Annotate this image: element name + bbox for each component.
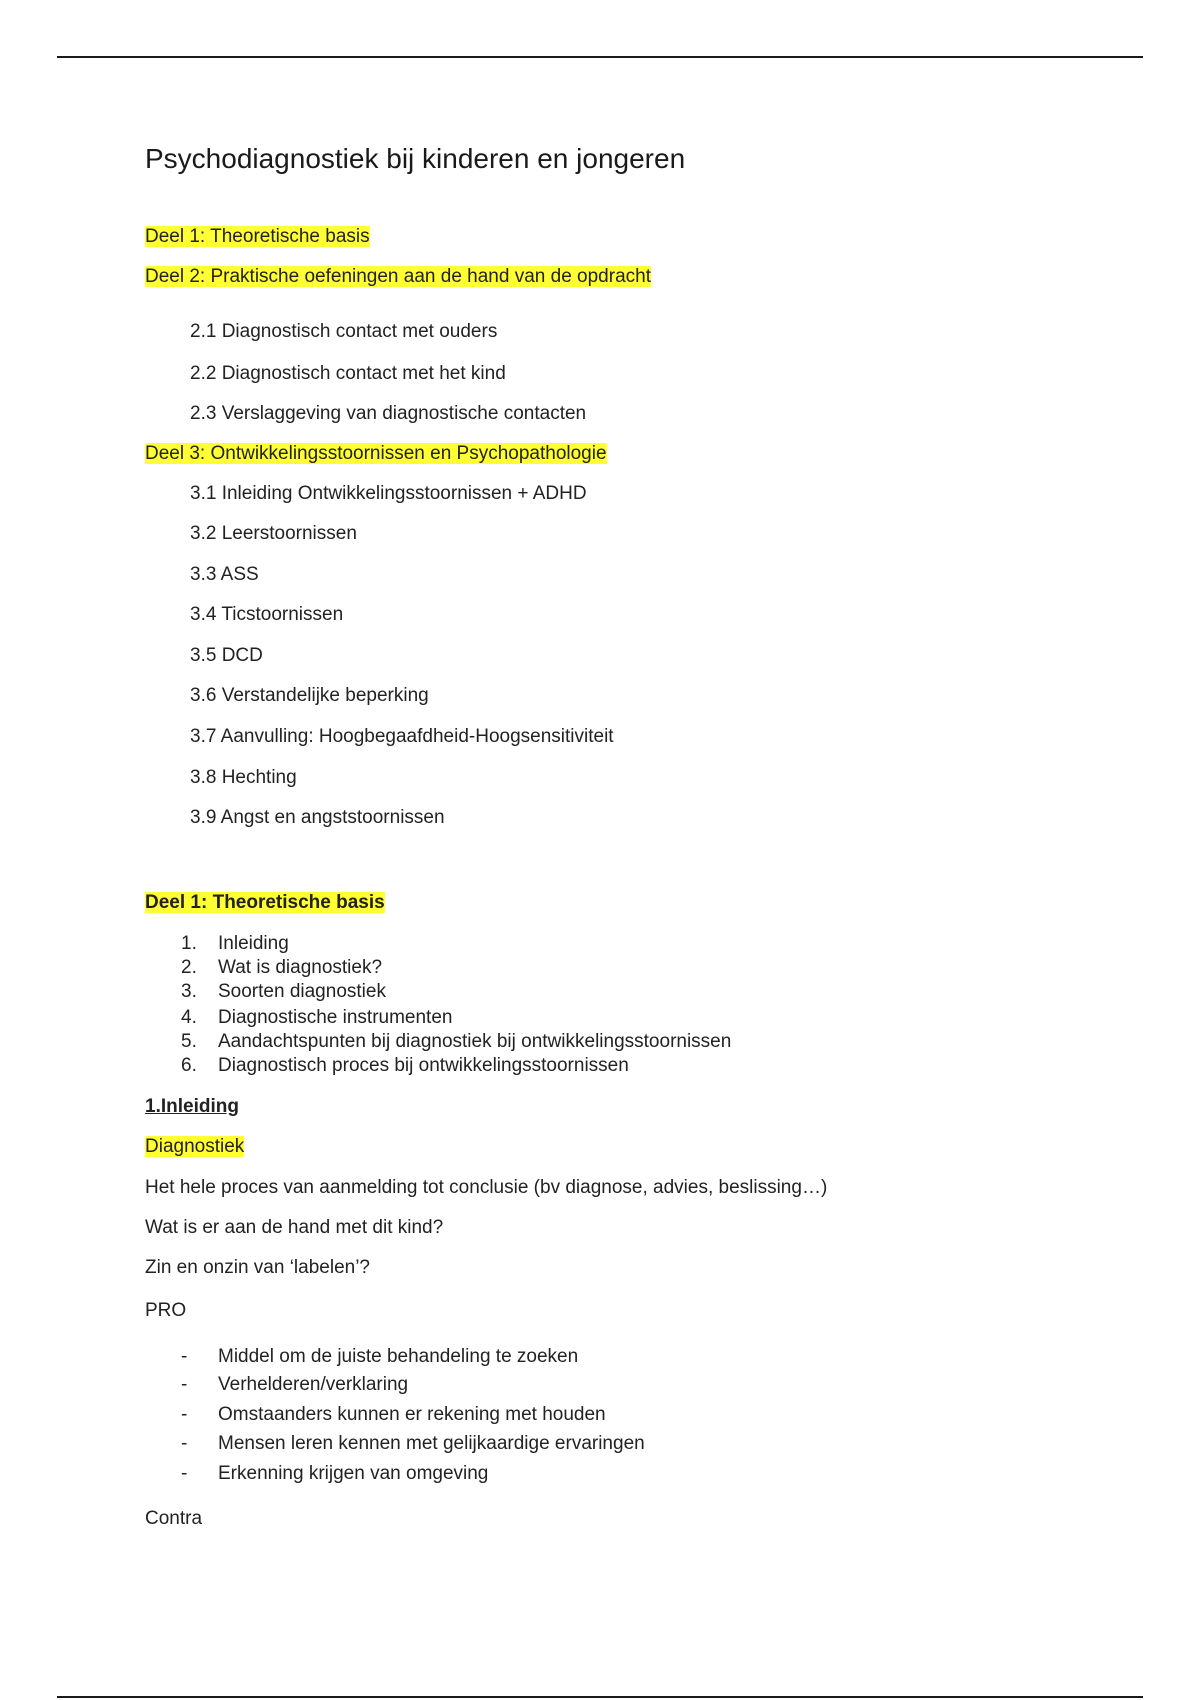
toc-item: 3.2 Leerstoornissen bbox=[190, 523, 357, 544]
dash-bullet: - bbox=[181, 1463, 188, 1484]
term-label: Diagnostiek bbox=[145, 1136, 245, 1157]
list-number: 4. bbox=[181, 1007, 197, 1028]
list-item bbox=[181, 1006, 452, 1030]
pro-item bbox=[181, 1462, 488, 1486]
list-number: 2. bbox=[181, 957, 197, 978]
toc-item: 3.5 DCD bbox=[190, 645, 263, 666]
pro-item bbox=[181, 1432, 645, 1456]
toc-item: 3.4 Ticstoornissen bbox=[190, 604, 344, 625]
section-heading bbox=[145, 890, 385, 916]
toc-deel2-label: Deel 2: Praktische oefeningen aan de hand van de opdracht bbox=[145, 266, 651, 287]
list-item-text: Wat is diagnostiek? bbox=[218, 957, 383, 978]
list-item bbox=[181, 932, 289, 956]
toc-deel1-label: Deel 1: Theoretische basis bbox=[145, 226, 370, 247]
dash-bullet: - bbox=[181, 1374, 188, 1395]
toc-deel1 bbox=[145, 224, 370, 250]
toc-item: 3.3 ASS bbox=[190, 564, 259, 585]
subheading-inleiding: 1.Inleiding bbox=[145, 1096, 239, 1117]
toc-item: 3.7 Aanvulling: Hoogbegaafdheid-Hoogsensitiviteit bbox=[190, 726, 614, 747]
toc-item: 3.6 Verstandelijke beperking bbox=[190, 685, 429, 706]
pro-item-text: Mensen leren kennen met gelijkaardige ervaringen bbox=[218, 1433, 645, 1454]
list-number: 3. bbox=[181, 981, 197, 1002]
list-item bbox=[181, 1054, 629, 1078]
pro-label: PRO bbox=[145, 1300, 187, 1321]
toc-item: 2.3 Verslaggeving van diagnostische contacten bbox=[190, 403, 587, 424]
toc-item: 3.9 Angst en angststoornissen bbox=[190, 807, 445, 828]
list-number: 5. bbox=[181, 1031, 197, 1052]
list-item bbox=[181, 980, 386, 1004]
term-diagnostiek bbox=[145, 1134, 244, 1160]
question-text: Zin en onzin van ‘labelen’? bbox=[145, 1257, 370, 1278]
toc-deel3-label: Deel 3: Ontwikkelingsstoornissen en Psychopathologie bbox=[145, 443, 607, 464]
pro-item-text: Verhelderen/verklaring bbox=[218, 1374, 409, 1395]
question-text: Wat is er aan de hand met dit kind? bbox=[145, 1217, 444, 1238]
toc-item: 3.1 Inleiding Ontwikkelingsstoornissen + ADHD bbox=[190, 483, 587, 504]
toc-deel2 bbox=[145, 264, 651, 290]
definition-text: Het hele proces van aanmelding tot conclusie (bv diagnose, advies, beslissing…) bbox=[145, 1177, 828, 1198]
contra-label: Contra bbox=[145, 1508, 203, 1529]
dash-bullet: - bbox=[181, 1346, 188, 1367]
list-item bbox=[181, 956, 382, 980]
list-item bbox=[181, 1030, 731, 1054]
list-item-text: Soorten diagnostiek bbox=[218, 981, 386, 1002]
pro-item bbox=[181, 1373, 408, 1397]
toc-deel3 bbox=[145, 441, 607, 467]
dash-bullet: - bbox=[181, 1404, 188, 1425]
list-number: 1. bbox=[181, 933, 197, 954]
toc-item: 2.1 Diagnostisch contact met ouders bbox=[190, 321, 498, 342]
list-item-text: Inleiding bbox=[218, 933, 289, 954]
list-item-text: Diagnostische instrumenten bbox=[218, 1007, 453, 1028]
section-heading-label: Deel 1: Theoretische basis bbox=[145, 892, 385, 913]
pro-item-text: Middel om de juiste behandeling te zoeken bbox=[218, 1346, 579, 1367]
footer-rule bbox=[57, 1696, 1143, 1698]
toc-item: 3.8 Hechting bbox=[190, 767, 297, 788]
toc-item: 2.2 Diagnostisch contact met het kind bbox=[190, 363, 506, 384]
document-title: Psychodiagnostiek bij kinderen en jongeren bbox=[145, 143, 686, 174]
pro-item bbox=[181, 1345, 578, 1369]
header-rule bbox=[57, 56, 1143, 58]
list-item-text: Diagnostisch proces bij ontwikkelingsstoornissen bbox=[218, 1055, 629, 1076]
pro-item-text: Erkenning krijgen van omgeving bbox=[218, 1463, 489, 1484]
pro-item-text: Omstaanders kunnen er rekening met houden bbox=[218, 1404, 606, 1425]
pro-item bbox=[181, 1403, 606, 1427]
list-number: 6. bbox=[181, 1055, 197, 1076]
dash-bullet: - bbox=[181, 1433, 188, 1454]
list-item-text: Aandachtspunten bij diagnostiek bij ontwikkelingsstoornissen bbox=[218, 1031, 732, 1052]
